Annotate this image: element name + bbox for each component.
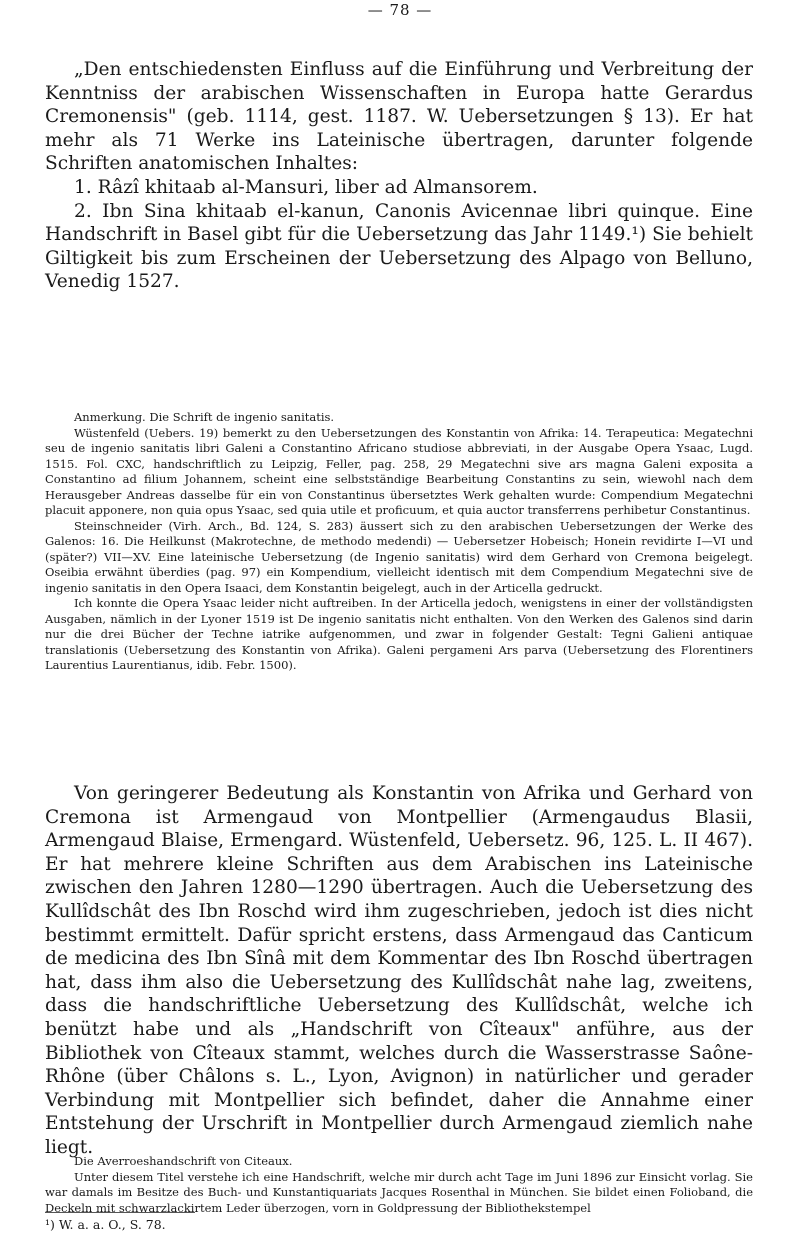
footnote-rule: [45, 1212, 195, 1213]
annotation-paragraph-1: Wüstenfeld (Uebers. 19) bemerkt zu den Uebersetzungen des Konstantin von Afrika: 14. Terapeutica: Megatechni seu de ingenio sanitatis libri Galeni a Constantino Africano studiose abbreviati, in der Ausgabe Opera Ysaac, Lugd. 1515. Fol. CXC, handschriftlich zu Leipzig, Feller, pag. 258, 29 Megatechni sive ars magna Galeni exposita a Constantino ad filium Johannem, scheint eine selbstständige Bearbeitung Constantins zu sein, wiewohl nach dem Herausgeber Andreas dasselbe für ein von Constantinus übersetztes Werk gehalten wurde: Compendium Megatechni placuit apponere, non quia opus Ysaac, sed quia utile et proficuum, et quia auctor transferrens perhibetur Constantinus.: [45, 425, 753, 517]
annotation-paragraph-3: Ich konnte die Opera Ysaac leider nicht auftreiben. In der Articella jedoch, wenigstens in einer der vollständigsten Ausgaben, nämlich in der Lyoner 1519 ist De ingenio sanitatis nicht enthalten. Von den Werken des Galenos sind darin nur die drei Bücher der Techne iatrike aufgenommen, und zwar in folgender Gestalt: Tegni Galieni antiquae translationis (Uebersetzung des Konstantin von Afrika). Galeni pergameni Ars parva (Uebersetzung des Florentiners Laurentius Laurentianus, idib. Febr. 1500).: [45, 596, 753, 672]
annotation-heading: Anmerkung. Die Schrift de ingenio sanitatis.: [74, 410, 335, 424]
armengaud-paragraph: Von geringerer Bedeutung als Konstantin von Afrika und Gerhard von Cremona ist Armengaud von Montpellier (Armengaudus Blasii, Armengaud Blaise, Ermengard. Wüstenfeld, Uebersetz. 96, 125. L. II 467). Er hat mehrere kleine Schriften aus dem Arabischen ins Lateinische zwischen den Jahren 1280—1290 übertragen. Auch die Uebersetzung des Kullîdschât des Ibn Roschd wird ihm zugeschrieben, jedoch ist dies nicht bestimmt ermittelt. Dafür spricht erstens, dass Armengaud das Canticum de medicina des Ibn Sînâ mit dem Kommentar des Ibn Roschd übertragen hat, dass ihm also die Uebersetzung des Kullîdschât nahe lag, zweitens, dass die handschriftliche Uebersetzung des Kullîdschât, welche ich benützt habe und als „Handschrift von Cîteaux" anführe, aus der Bibliothek von Cîteaux stammt, welches durch die Wasserstrasse Saône-Rhône (über Châlons s. L., Lyon, Avignon) in natürlicher und gerader Verbindung mit Montpellier sich befindet, daher die Annahme einer Entstehung der Urschrift in Montpellier durch Armengaud ziemlich nahe liegt.: [45, 783, 753, 1158]
main-text-block-2: [45, 782, 753, 1160]
footnote: ¹) W. a. a. O., S. 78.: [45, 1217, 166, 1232]
list-item-1: 1. Râzî khitaab al-Mansuri, liber ad Almansorem.: [74, 176, 538, 198]
page-number: — 78 —: [367, 1, 433, 19]
annotation-paragraph-2: Steinschneider (Virh. Arch., Bd. 124, S. 283) äussert sich zu den arabischen Uebersetzungen der Werke des Galenos: 16. Die Heilkunst (Makrotechne, de methodo medendi) — Uebersetzer Hobeisch; Honein revidirte I—VI und (später?) VII—XV. Eine lateinische Uebersetzung (de Ingenio sanitatis) wird dem Gerhard von Cremona beigelegt. Oseibia erwähnt überdies (pag. 97) ein Kompendium, vielleicht identisch mit dem Compendium Megatechni sive de ingenio sanitatis in den Opera Isaaci, dem Konstantin beigelegt, auch in der Articella gedruckt.: [45, 518, 753, 595]
manuscript-paragraph: Unter diesem Titel verstehe ich eine Handschrift, welche mir durch acht Tage im Juni 1896 zur Einsicht vorlag. Sie war damals im Besitze des Buch- und Kunstantiquariats Jacques Rosenthal in München. Sie bildet einen Folioband, die Deckeln mit schwarzlackirtem Leder überzogen, vorn in Goldpressung der Bibliothekstempel: [45, 1169, 753, 1215]
annotation-block-1: [45, 410, 753, 674]
annotation-block-2: [45, 1154, 753, 1216]
list-item-2: 2. Ibn Sina khitaab el-kanun, Canonis Avicennae libri quinque. Eine Handschrift in Basel gibt für die Uebersetzung das Jahr 1149.¹) Sie behielt Giltigkeit bis zum Erscheinen der Uebersetzung des Alpago von Belluno, Venedig 1527.: [45, 200, 753, 293]
main-text-block-1: [45, 58, 753, 294]
manuscript-heading: Die Averroeshandschrift von Citeaux.: [74, 1154, 293, 1168]
intro-paragraph: „Den entschiedensten Einfluss auf die Einführung und Verbreitung der Kenntniss der arabischen Wissenschaften in Europa hatte Gerardus Cremonensis" (geb. 1114, gest. 1187. W. Uebersetzungen § 13). Er hat mehr als 71 Werke ins Lateinische übertragen, darunter folgende Schriften anatomischen Inhaltes:: [45, 59, 753, 175]
